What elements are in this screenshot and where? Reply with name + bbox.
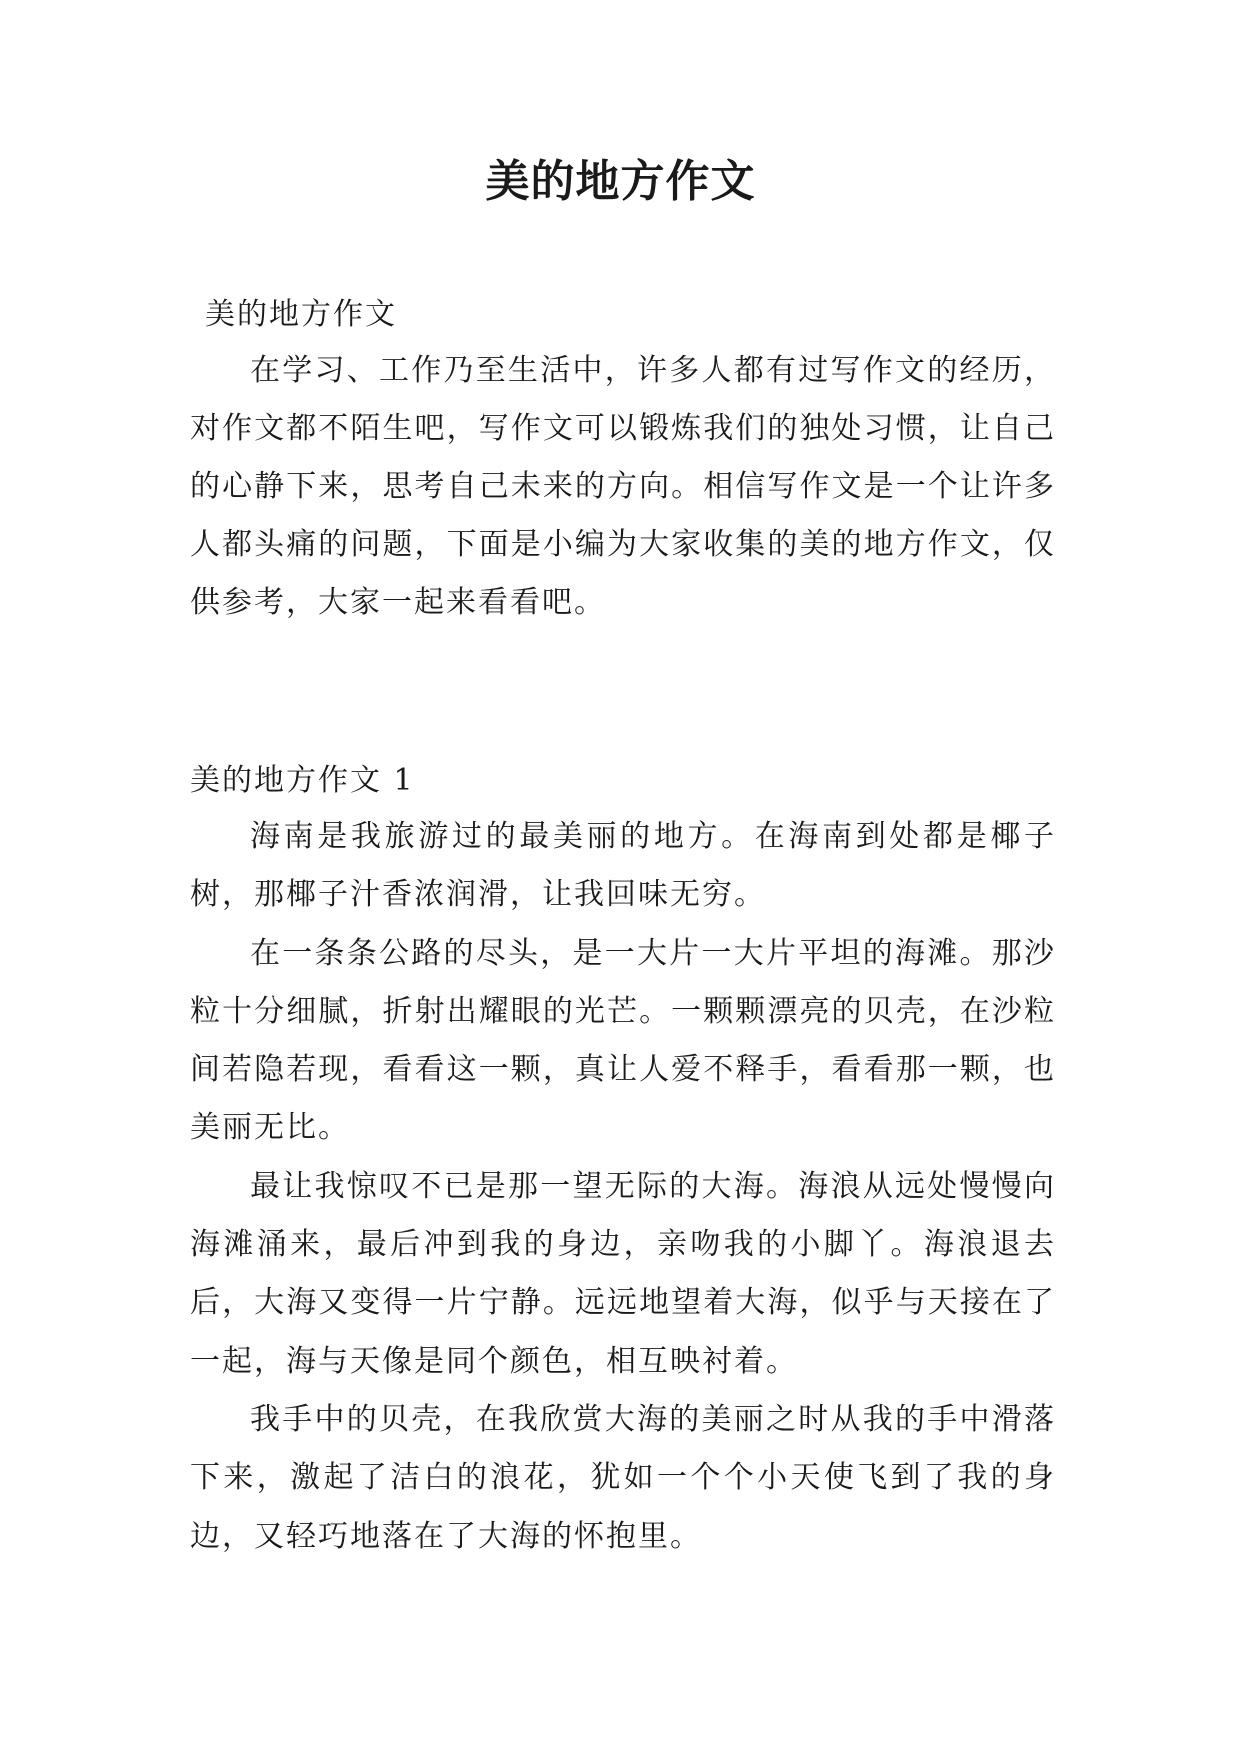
essay-paragraph: 最让我惊叹不已是那一望无际的大海。海浪从远处慢慢向海滩涌来，最后冲到我的身边，亲吻我的小脚丫。海浪退去后，大海又变得一片宁静。远远地望着大海，似乎与天接在了一起，海与天像是同个颜色，相互映衬着。 [190, 1168, 1056, 1379]
essay-paragraph: 我手中的贝壳，在我欣赏大海的美丽之时从我的手中滑落下来，激起了洁白的浪花，犹如一个个小天使飞到了我的身边，又轻巧地落在了大海的怀抱里。 [190, 1401, 1056, 1554]
essay-paragraph: 海南是我旅游过的最美丽的地方。在海南到处都是椰子树，那椰子汁香浓润滑，让我回味无穷。 [190, 819, 1056, 913]
essay-body [190, 808, 1056, 1566]
intro-paragraph: 在学习、工作乃至生活中，许多人都有过写作文的经历，对作文都不陌生吧，写作文可以锻炼我们的独处习惯，让自己的心静下来，思考自己未来的方向。相信写作文是一个让许多人都头痛的问题，下面是小编为大家收集的美的地方作文，仅供参考，大家一起来看看吧。 [190, 353, 1056, 620]
essay-paragraph: 在一条条公路的尽头，是一大片一大片平坦的海滩。那沙粒十分细腻，折射出耀眼的光芒。一颗颗漂亮的贝壳，在沙粒间若隐若现，看看这一颗，真让人爱不释手，看看那一颗，也美丽无比。 [190, 935, 1056, 1146]
intro-heading: 美的地方作文 [205, 297, 397, 332]
document-title: 美的地方作文 [485, 156, 756, 207]
essay-heading: 美的地方作文 1 [190, 763, 415, 798]
